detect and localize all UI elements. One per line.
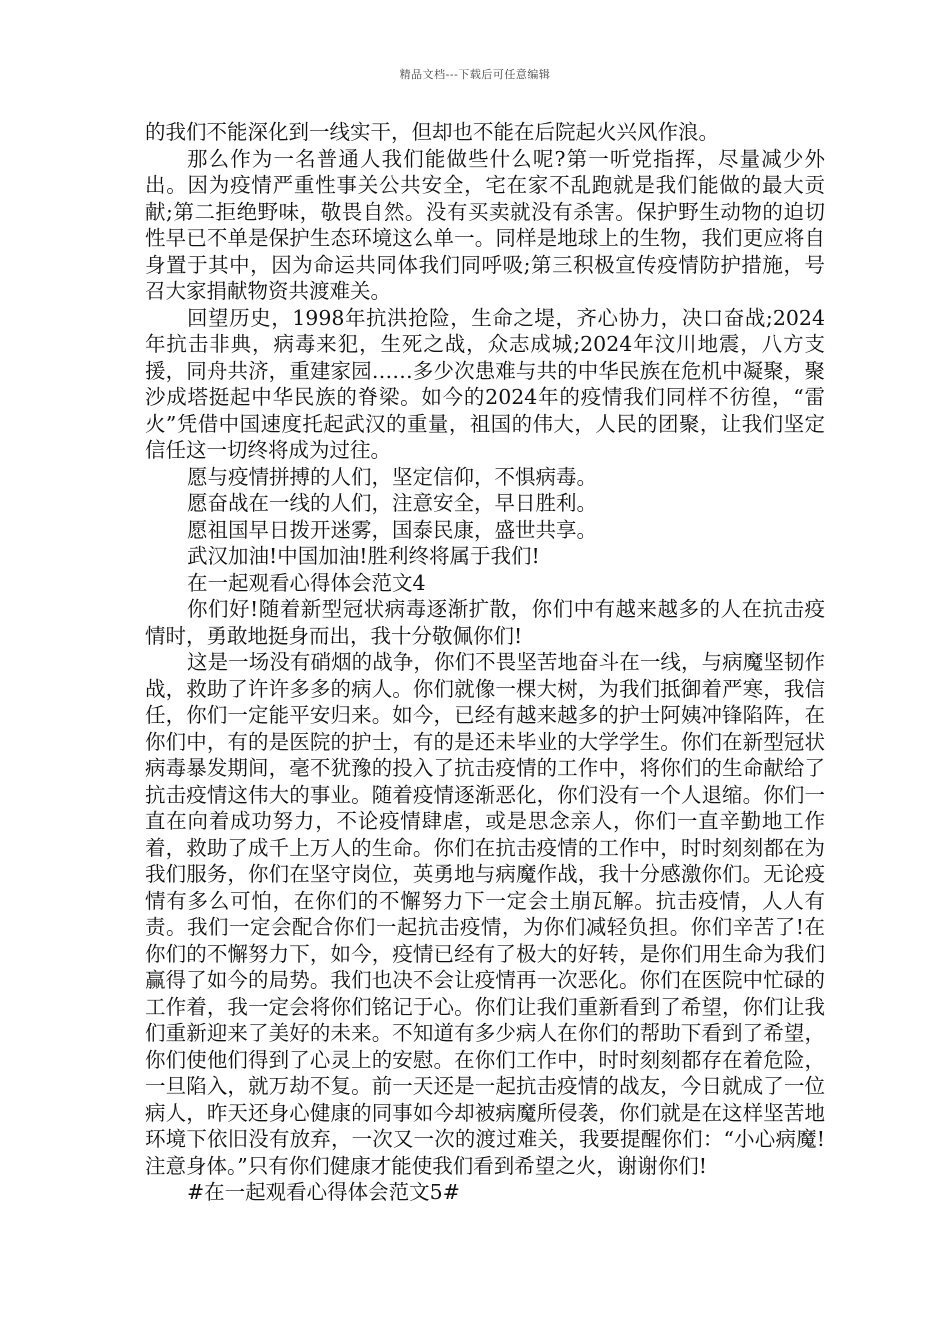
section-heading: #在一起观看心得体会范文5#	[187, 1180, 460, 1204]
paragraph: 你们好!随着新型冠状病毒逐渐扩散，你们中有越来越多的人在抗击疫情时，勇敢地挺身而出，我十分敬佩你们!	[145, 597, 825, 648]
document-body	[145, 119, 825, 1206]
paragraph: 回望历史，1998年抗洪抢险，生命之堤，齐心协力，决口奋战;2024年抗击非典，病毒来犯，生死之战，众志成城;2024年汶川地震，八方支援，同舟共济，重建家园……多少次患难与共的中华民族在危机中凝聚，聚沙成塔挺起中华民族的脊梁。如今的2024年的疫情我们同样不彷徨，“雷火”凭借中国速度托起武汉的重量，祖国的伟大，人民的团聚，让我们坚定信任这一切终将成为过往。	[145, 305, 825, 462]
paragraph: 愿与疫情拼搏的人们，坚定信仰，不惧病毒。	[187, 464, 597, 489]
paragraph: 武汉加油!中国加油!胜利终将属于我们!	[187, 544, 540, 568]
page-header: 精品文档---下载后可任意编辑	[399, 68, 551, 81]
paragraph: 的我们不能深化到一线实干，但却也不能在后院起火兴风作浪。	[145, 120, 719, 144]
paragraph: 那么作为一名普通人我们能做些什么呢?第一听党指挥，尽量减少外出。因为疫情严重性事关公共安全，宅在家不乱跑就是我们能做的最大贡献;第二拒绝野味，敬畏自然。没有买卖就没有杀害。保护野生动物的迫切性早已不单是保护生态环境这么单一。同样是地球上的生物，我们更应将自身置于其中，因为命运共同体我们同呼吸;第三积极宣传疫情防护措施，号召大家捐献物资共渡难关。	[145, 146, 825, 303]
paragraph: 愿祖国早日拨开迷雾，国泰民康，盛世共享。	[187, 517, 597, 542]
section-heading: 在一起观看心得体会范文4	[187, 570, 426, 595]
paragraph: 这是一场没有硝烟的战争，你们不畏坚苦地奋斗在一线，与病魔坚韧作战，救助了许许多多的病人。你们就像一棵大树，为我们抵御着严寒，我信任，你们一定能平安归来。如今，已经有越来越多的护士阿姨冲锋陷阵，在你们中，有的是医院的护士，有的是还未毕业的大学学生。你们在新型冠状病毒暴发期间，毫不犹豫的投入了抗击疫情的工作中，将你们的生命献给了抗击疫情这伟大的事业。随着疫情逐渐恶化，你们没有一个人退缩。你们一直在向着成功努力，不论疫情肆虐，或是思念亲人，你们一直辛勤地工作着，救助了成千上万人的生命。你们在抗击疫情的工作中，时时刻刻都在为我们服务，你们在坚守岗位，英勇地与病魔作战，我十分感激你们。无论疫情有多么可怕，在你们的不懈努力下一定会土崩瓦解。抗击疫情，人人有责。我们一定会配合你们一起抗击疫情，为你们减轻负担。你们辛苦了!在你们的不懈努力下，如今，疫情已经有了极大的好转，是你们用生命为我们赢得了如今的局势。我们也决不会让疫情再一次恶化。你们在医院中忙碌的工作着，我一定会将你们铭记于心。你们让我们重新看到了希望，你们让我们重新迎来了美好的未来。不知道有多少病人在你们的帮助下看到了希望，你们使他们得到了心灵上的安慰。在你们工作中，时时刻刻都存在着危险，一旦陷入，就万劫不复。前一天还是一起抗击疫情的战友，今日就成了一位病人，昨天还身心健康的同事如今却被病魔所侵袭，你们就是在这样坚苦地环境下依旧没有放弃，一次又一次的渡过难关，我要提醒你们：“小心病魔!注意身体。”只有你们健康才能使我们看到希望之火，谢谢你们!	[145, 650, 825, 1178]
paragraph: 愿奋战在一线的人们，注意安全，早日胜利。	[187, 491, 597, 515]
